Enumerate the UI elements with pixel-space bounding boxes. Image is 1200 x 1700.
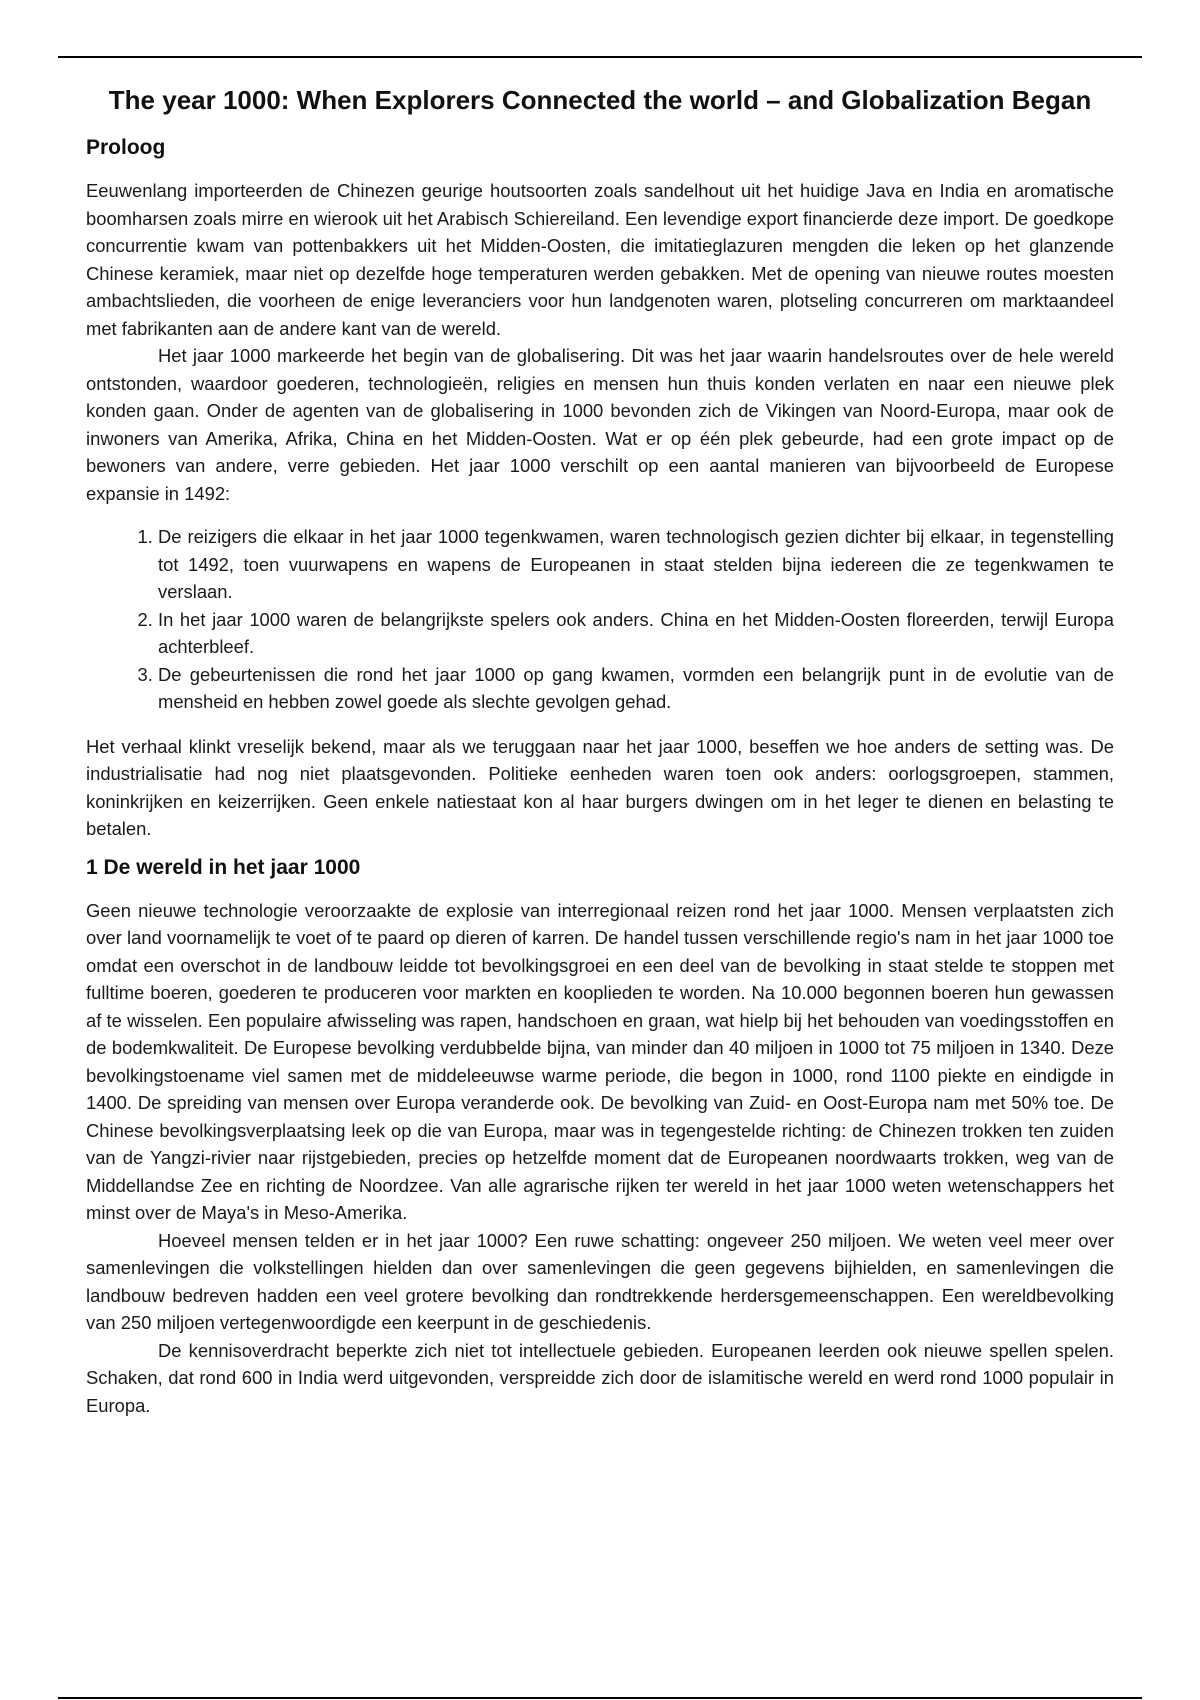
list-item: 2. In het jaar 1000 waren de belangrijkste spelers ook anders. China en het Midden-Oosten floreerden, terwijl Europa achterbleef. xyxy=(158,606,1114,661)
paragraph: Het verhaal klinkt vreselijk bekend, maar als we teruggaan naar het jaar 1000, beseffen we hoe anders de setting was. De industrialisatie had nog niet plaatsgevonden. Politieke eenheden waren toen ook anders: oorlogsgroepen, stammen, koninkrijken en keizerrijken. Geen enkele natiestaat kon al haar burgers dwingen om in het leger te dienen en belasting te betalen. xyxy=(86,735,1114,839)
paragraph: Het jaar 1000 markeerde het begin van de globalisering. Dit was het jaar waarin handelsroutes over de hele wereld ontstonden, waardoor goederen, technologieën, religies en mensen hun thuis konden verlaten en naar een nieuwe plek konden gaan. Onder de agenten van de globalisering in 1000 bevonden zich de Vikingen van Noord-Europa, maar ook de inwoners van Amerika, Afrika, China en het Midden-Oosten. Wat er op één plek gebeurde, had een grote impact op de bewoners van andere, verre gebieden. Het jaar 1000 verschilt op een aantal manieren van bijvoorbeeld de Europese expansie in 1492: xyxy=(86,345,1114,504)
section-heading-proloog: Proloog xyxy=(86,136,166,159)
document-title: The year 1000: When Explorers Connected the world – and Globalization Began xyxy=(108,85,1092,115)
list-item: 3. De gebeurtenissen die rond het jaar 1000 op gang kwamen, vormden een belangrijk punt in de evolutie van de mensheid en hebben zowel goede als slechte gevolgen gehad. xyxy=(158,661,1114,716)
paragraph: Eeuwenlang importeerden de Chinezen geurige houtsoorten zoals sandelhout uit het huidige Java en India en aromatische boomharsen zoals mirre en wierook uit het Arabisch Schiereiland. Een levendige export financierde deze import. De goedkope concurrentie kwam van pottenbakkers uit het Midden-Oosten, die imitatieglazuren mengden die leken op het glanzende Chinese keramiek, maar niet op dezelfde hoge temperaturen werden gebakken. Met de opening van nieuwe routes moesten ambachtslieden, die voorheen de enige leveranciers voor hun landgenoten waren, plotseling concurreren om marktaandeel met fabrikanten aan de andere kant van de wereld. xyxy=(86,180,1114,339)
top-rule xyxy=(58,56,1142,58)
paragraph: Hoeveel mensen telden er in het jaar 1000? Een ruwe schatting: ongeveer 250 miljoen. We weten veel meer over samenlevingen die volkstellingen hielden dan over samenlevingen die geen gegevens bijhielden, en samenlevingen die landbouw bedreven hadden een veel grotere bevolking dan rondtrekkende herdersgemeenschappen. Een wereldbevolking van 250 miljoen vertegenwoordigde een keerpunt in de geschiedenis. xyxy=(86,1229,1114,1333)
document-page xyxy=(86,82,1114,1419)
numbered-list xyxy=(86,523,1114,716)
paragraph: Geen nieuwe technologie veroorzaakte de explosie van interregionaal reizen rond het jaar 1000. Mensen verplaatsten zich over land voornamelijk te voet of te paard op dieren of karren. De handel tussen verschillende regio's nam in het jaar 1000 toe omdat een overschot in de landbouw leidde tot bevolkingsgroei en een deel van de bevolking in staat stelde te stoppen met fulltime boeren, goederen te produceren voor markten en kooplieden te worden. Na 10.000 begonnen boeren hun gewassen af te wisselen. Een populaire afwisseling was rapen, handschoen en graan, wat hielp bij het behouden van voedingsstoffen en de bodemkwaliteit. De Europese bevolking verdubbelde bijna, van minder dan 40 miljoen in 1000 tot 75 miljoen in 1340. Deze bevolkingstoename viel samen met de middeleeuwse warme periode, die begon in 1000, rond 1100 piekte en eindigde in 1400. De spreiding van mensen over Europa veranderde ook. De bevolking van Zuid- en Oost-Europa nam met 50% toe. De Chinese bevolkingsverplaatsing leek op die van Europa, maar was in tegengestelde richting: de Chinezen trokken ten zuiden van de Yangzi-rivier naar rijstgebieden, precies op hetzelfde moment dat de Europeanen noordwaarts trokken, weg van de Middellandse Zee en richting de Noordzee. Van alle agrarische rijken ter wereld in het jaar 1000 weten wetenschappers het minst over de Maya's in Meso-Amerika. xyxy=(86,899,1114,1223)
bottom-rule xyxy=(58,1697,1142,1699)
list-item: 1. De reizigers die elkaar in het jaar 1000 tegenkwamen, waren technologisch gezien dichter bij elkaar, in tegenstelling tot 1492, toen vuurwapens en wapens de Europeanen in staat stelden bijna iedereen die ze tegenkwamen te verslaan. xyxy=(158,523,1114,606)
paragraph: De kennisoverdracht beperkte zich niet tot intellectuele gebieden. Europeanen leerden ook nieuwe spellen spelen. Schaken, dat rond 600 in India werd uitgevonden, verspreidde zich door de islamitische wereld en werd rond 1000 populair in Europa. xyxy=(86,1339,1114,1416)
section-heading-wereld: 1 De wereld in het jaar 1000 xyxy=(86,855,361,879)
